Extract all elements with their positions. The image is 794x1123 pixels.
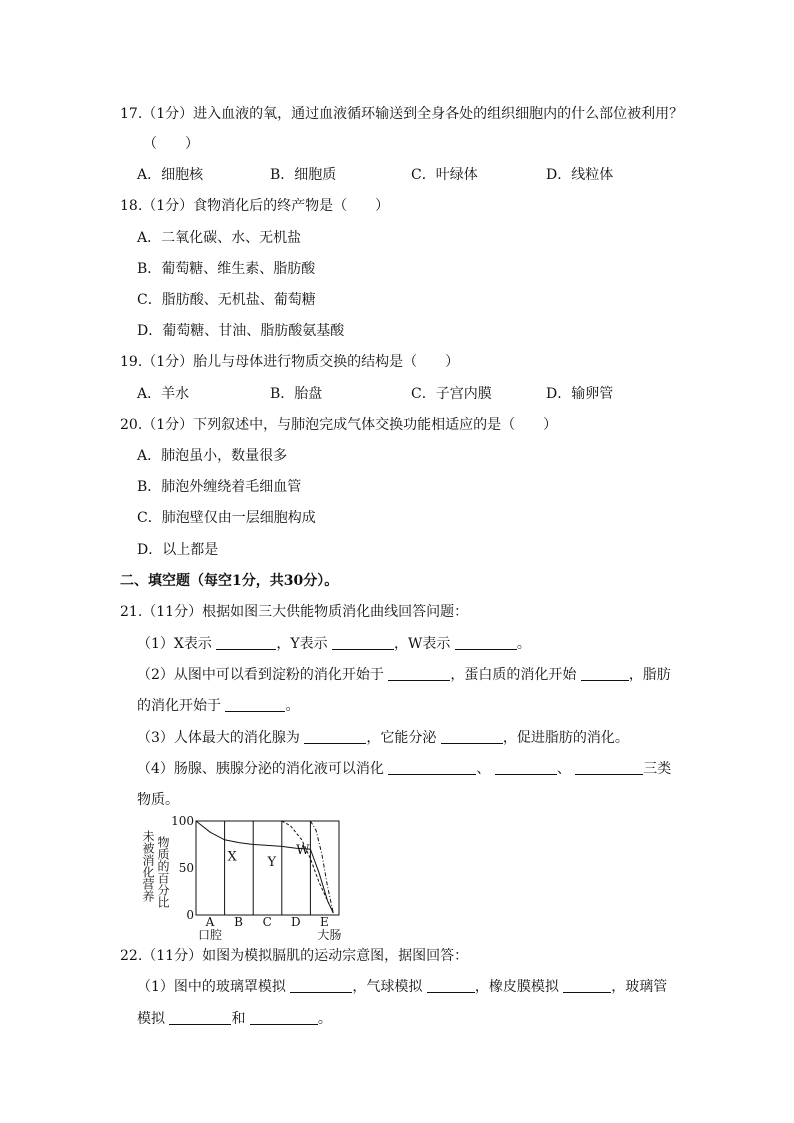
chart-y-axis-label <box>141 829 170 909</box>
chart-curve-label-w: W <box>296 842 310 858</box>
chart-curve-x <box>196 821 333 913</box>
chart-curve-label-y: Y <box>267 855 277 871</box>
q21-part1-text-b: ，Y表示 <box>276 636 328 652</box>
q21-part4-text-c: 、 <box>556 761 571 777</box>
q18-option-b: B．葡萄糖、维生素、脂肪酸 <box>137 261 316 277</box>
q22-part2-text-c: 。 <box>317 1011 332 1027</box>
q21-part2-cont <box>137 697 299 715</box>
chart-y-tick-label: 0 <box>186 908 194 922</box>
q21-blank-y[interactable] <box>332 635 394 650</box>
q22-part2 <box>137 1010 332 1028</box>
q17-option-b: B．细胞质 <box>270 167 337 183</box>
chart-x-tick-label: A <box>205 915 215 929</box>
q21-part2-text-d: 的消化开始于 <box>137 698 221 714</box>
chart-curve-labels <box>227 843 310 870</box>
q21-stem: 21.（11分）根据如图三大供能物质消化曲线回答问题： <box>120 604 469 620</box>
q20-option-d: D．以上都是 <box>137 542 219 558</box>
q21-blank-gland[interactable] <box>304 729 366 744</box>
q19-stem: 19.（1分）胎儿与母体进行物质交换的结构是（ ） <box>120 354 460 370</box>
q22-part1-text-a: （1）图中的玻璃罩模拟 <box>137 979 286 995</box>
q17-option-d: D．线粒体 <box>546 167 614 183</box>
q19-option-c: C．子宫内膜 <box>411 386 492 402</box>
digestion-curve-chart <box>135 812 350 940</box>
q21-part2-text-c: ，脂肪 <box>628 667 671 683</box>
q21-part1-text-d: 。 <box>516 636 531 652</box>
q21-part1-text-c: ，W表示 <box>394 636 451 652</box>
q19-option-d: D．输卵管 <box>546 386 614 402</box>
q20-option-b: B．肺泡外缠绕着毛细血管 <box>137 479 302 495</box>
q22-blank-rubber-sheet[interactable] <box>563 978 611 993</box>
chart-y-tick-label: 50 <box>178 861 194 875</box>
chart-region-label-large-intestine: 大肠 <box>317 928 342 940</box>
q21-blank-nutrient-1[interactable] <box>388 760 476 775</box>
q21-blank-protein[interactable] <box>581 666 629 681</box>
q21-part3-text-c: ，促进脂肪的消化。 <box>502 730 629 746</box>
q21-part2-text-b: ，蛋白质的消化开始 <box>450 667 577 683</box>
q17-option-c: C．叶绿体 <box>411 167 478 183</box>
chart-x-tick-label: B <box>234 915 244 929</box>
chart-curve-label-x: X <box>227 849 237 865</box>
q19-option-b: B．胎盘 <box>270 386 323 402</box>
q18-option-d: D．葡萄糖、甘油、脂肪酸氨基酸 <box>137 323 345 339</box>
q22-blank-tube-1[interactable] <box>169 1010 231 1025</box>
chart-x-tick-label: E <box>320 915 329 929</box>
q22-part1-text-b: ，气球模拟 <box>352 979 423 995</box>
q22-blank-balloon[interactable] <box>427 978 475 993</box>
q17-stem: 17.（1分）进入血液的氧，通过血液循环输送到全身各处的组织细胞内的什么部位被利用？ <box>120 106 684 122</box>
chart-y-ticks <box>171 814 194 922</box>
q21-part2-text-e: 。 <box>285 698 300 714</box>
q21-part1-text-a: （1）X表示 <box>137 636 212 652</box>
q22-stem: 22.（11分）如图为模拟膈肌的运动宗意图，据图回答： <box>120 948 469 964</box>
chart-y-tick-label: 100 <box>171 814 194 828</box>
q21-blank-starch[interactable] <box>388 666 450 681</box>
q21-part3-text-a: （3）人体最大的消化腺为 <box>137 730 300 746</box>
q21-part3 <box>137 729 629 747</box>
chart-x-ticks <box>205 915 329 929</box>
q21-part4-text-a: （4）肠腺、胰腺分泌的消化液可以消化 <box>137 761 384 777</box>
q22-part2-text-a: 模拟 <box>137 1011 165 1027</box>
chart-curve-y <box>282 821 334 913</box>
q21-blank-secretion[interactable] <box>441 729 503 744</box>
q18-option-a: A．二氧化碳、水、无机盐 <box>137 230 302 246</box>
q21-part3-text-b: ，它能分泌 <box>366 730 437 746</box>
q21-part2-text-a: （2）从图中可以看到淀粉的消化开始于 <box>137 667 384 683</box>
chart-x-tick-label: D <box>290 915 301 929</box>
q21-blank-nutrient-2[interactable] <box>495 760 557 775</box>
q21-blank-w[interactable] <box>455 635 517 650</box>
q22-part1-text-c: ，橡皮膜模拟 <box>474 979 559 995</box>
q22-part2-text-b: 和 <box>231 1011 246 1027</box>
q21-part4 <box>137 760 671 778</box>
q21-part4-text-d: 三类 <box>643 761 672 777</box>
q22-blank-bell-jar[interactable] <box>290 978 352 993</box>
q22-blank-tube-2[interactable] <box>250 1010 318 1025</box>
chart-region-label-mouth: 口腔 <box>198 928 223 940</box>
q20-option-c: C．肺泡壁仅由一层细胞构成 <box>137 510 316 526</box>
q20-stem: 20.（1分）下列叙述中，与肺泡完成气体交换功能相适应的是（ ） <box>120 417 558 433</box>
q21-part4-text-b: 、 <box>476 761 491 777</box>
q20-option-a: A．肺泡虽小，数量很多 <box>137 448 288 464</box>
q21-part2 <box>137 666 671 684</box>
q22-part1-text-d: ，玻璃管 <box>611 979 668 995</box>
q21-blank-x[interactable] <box>216 635 276 650</box>
q21-blank-fat[interactable] <box>225 697 285 712</box>
q21-part1 <box>137 635 531 653</box>
q21-blank-nutrient-3[interactable] <box>575 760 643 775</box>
q22-part1 <box>137 978 667 996</box>
chart-y-label-line-1: 未被消化营养 <box>141 830 155 902</box>
q18-option-c: C．脂肪酸、无机盐、葡萄糖 <box>137 292 316 308</box>
q17-answer-paren: （ ） <box>143 136 199 152</box>
q19-option-a: A．羊水 <box>137 386 190 402</box>
q18-stem: 18.（1分）食物消化后的终产物是（ ） <box>120 198 390 214</box>
section-title: 二、填空题（每空1分，共30分）。 <box>120 573 339 589</box>
q17-option-a: A．细胞核 <box>137 167 204 183</box>
chart-y-label-line-2: 物质的百分比 <box>156 836 170 908</box>
q21-part4-cont: 物质。 <box>137 792 179 808</box>
chart-x-tick-label: C <box>262 915 272 929</box>
chart-curves <box>196 821 333 913</box>
